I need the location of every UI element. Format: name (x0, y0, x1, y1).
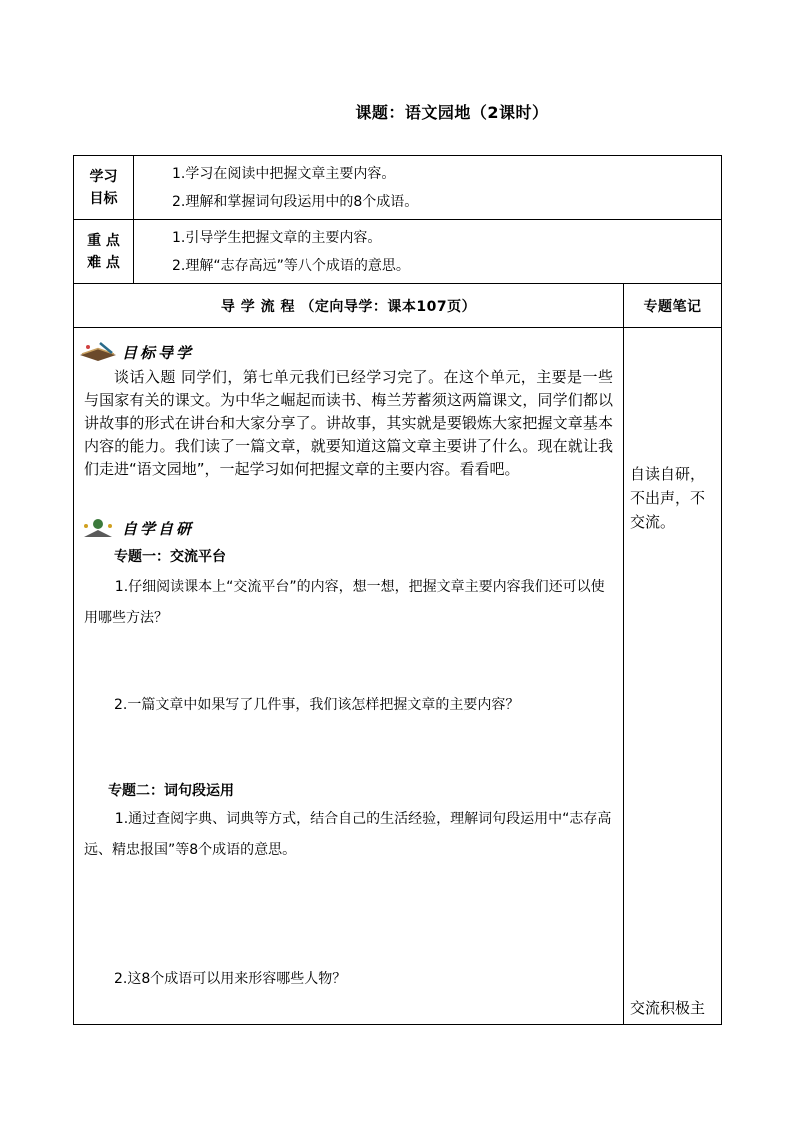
topic2-label: 专题二：词句段运用 (108, 783, 234, 799)
keypoint-item-2: 2.理解“志存高远”等八个成语的意思。 (172, 258, 410, 274)
keypoints-label-line2: 难 点 (87, 254, 120, 271)
question-1: 1.仔细阅读课本上“交流平台”的内容，想一想，把握文章主要内容我们还可以使用哪些方法？ (84, 579, 605, 626)
content-row (74, 328, 722, 1025)
topic1-label: 专题一：交流平台 (114, 549, 226, 565)
book-pen-icon (78, 341, 118, 363)
section2-banner (78, 516, 194, 540)
goals-label (74, 156, 134, 220)
title-text: 课题：语文园地（2课时） (355, 103, 549, 122)
section1-banner (78, 340, 194, 364)
section2-banner-text: 自学自研 (122, 519, 195, 538)
goals-row (74, 156, 722, 220)
keypoints-label (74, 220, 134, 284)
topic1-heading (114, 542, 613, 572)
notes-header: 专题笔记 (624, 284, 722, 328)
goals-label-line1: 学习 (89, 168, 118, 185)
keypoints-label-line1: 重 点 (87, 232, 120, 249)
goals-content (134, 156, 722, 220)
keypoint-item-1: 1.引导学生把握文章的主要内容。 (172, 230, 382, 246)
keypoints-content (134, 220, 722, 284)
question-3: 1.通过查阅字典、词典等方式，结合自己的生活经验，理解词句段运用中“志存高远、精忠报国”等8个成语的意思。 (84, 811, 612, 858)
topic2-heading (108, 776, 613, 806)
student-reading-icon (78, 517, 118, 539)
question-2: 2.一篇文章中如果写了几件事，我们该怎样把握文章的主要内容？ (114, 697, 520, 713)
notes-area (624, 328, 721, 1024)
question-4: 2.这8个成语可以用来形容哪些人物？ (114, 971, 347, 987)
section1-paragraph: 谈话入题 同学们，第七单元我们已经学习完了。在这个单元，主要是一些与国家有关的课文。为中华之崛起而读书、梅兰芳蓄须这两篇课文，同学们都以讲故事的形式在讲台和大家分享了。讲故事，其实就是要锻炼大家把握文章基本内容的能力。我们读了一篇文章，就要知道这篇文章主要讲了什么。现在就让我们走进“语文园地”，一起学习如何把握文章的主要内容。看看吧。 (84, 368, 613, 478)
flow-header: 导 学 流 程 （定向导学：课本107页） (74, 284, 624, 328)
note-1: 自读自研，不出声，不交流。 (630, 465, 706, 531)
lesson-table (73, 155, 722, 1025)
section1-banner-text: 目标导学 (122, 343, 195, 362)
notes-content (624, 328, 722, 1025)
goals-label-line2: 目标 (89, 190, 118, 207)
keypoints-row (74, 220, 722, 284)
flow-header-row (74, 284, 722, 328)
note-2: 交流积极主 (630, 999, 706, 1017)
goal-item-1: 1.学习在阅读中把握文章主要内容。 (172, 166, 396, 182)
flow-content-area (74, 328, 623, 1024)
page-title (0, 100, 794, 123)
flow-content (74, 328, 624, 1025)
goal-item-2: 2.理解和掌握词句段运用中的8个成语。 (172, 194, 419, 210)
